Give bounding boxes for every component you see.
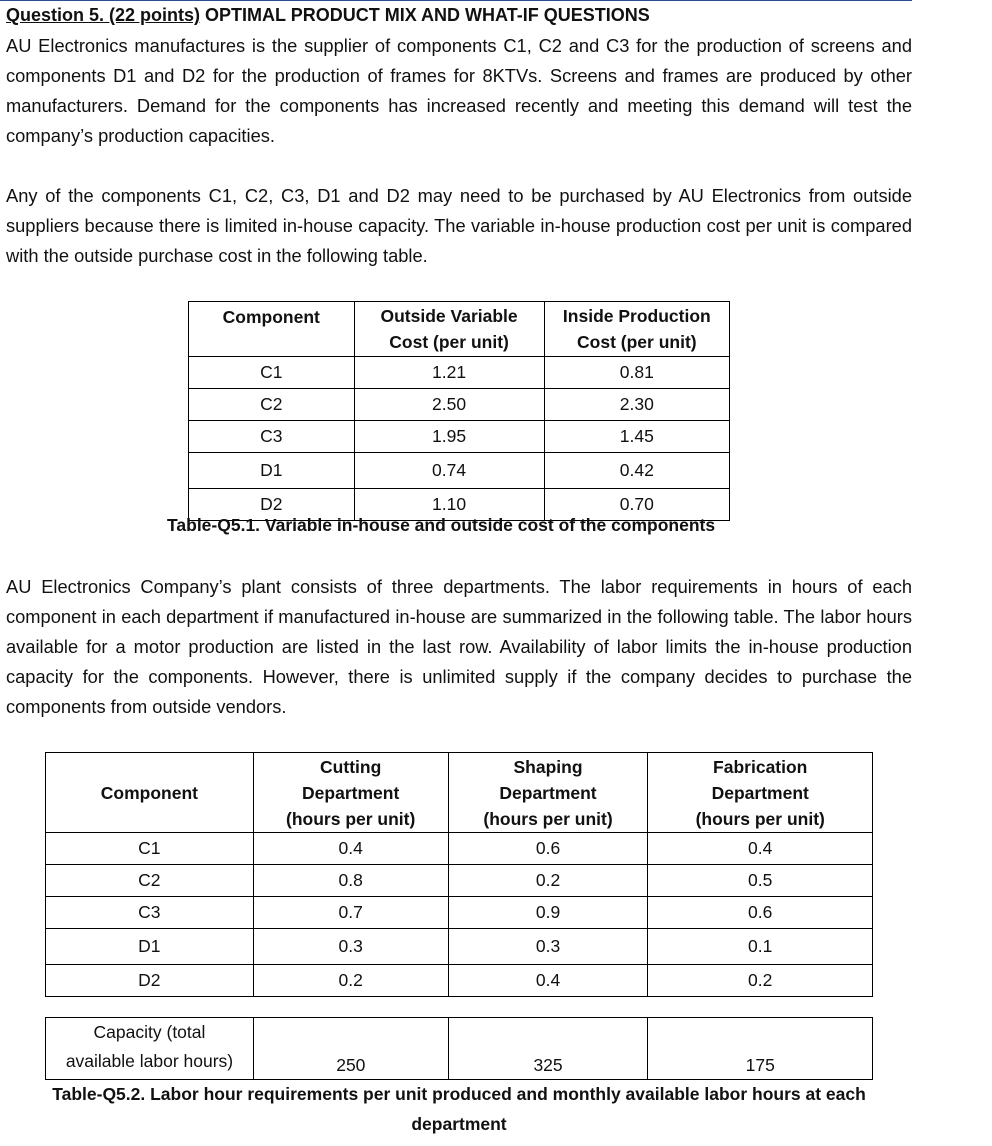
cell-component: C2 — [46, 865, 254, 897]
cell-shaping: 0.3 — [448, 929, 648, 965]
cell-component: C3 — [189, 421, 355, 453]
cost-table — [188, 301, 730, 521]
table-row — [46, 965, 873, 997]
cell-fabrication: 0.2 — [648, 965, 873, 997]
header-fabrication: Fabrication Department (hours per unit) — [648, 753, 873, 833]
cell-outside-cost: 2.50 — [354, 389, 544, 421]
cell-component: C1 — [46, 833, 254, 865]
cell-shaping: 0.4 — [448, 965, 648, 997]
table-row — [46, 929, 873, 965]
cell-fabrication: 0.1 — [648, 929, 873, 965]
outsourcing-paragraph: Any of the components C1, C2, C3, D1 and D2 may need to be purchased by AU Electronics from outside suppliers because there is limited in-house capacity. The variable in-house production cost per unit is compared with the outside purchase cost in the following table. — [6, 185, 912, 266]
cell-shaping: 0.6 — [448, 833, 648, 865]
cell-fabrication: 0.6 — [648, 897, 873, 929]
cell-fabrication: 0.5 — [648, 865, 873, 897]
cell-outside-cost: 0.74 — [354, 453, 544, 489]
cell-component: D2 — [46, 965, 254, 997]
capacity-label: Capacity (total available labor hours) — [46, 1018, 254, 1080]
cell-inside-cost: 2.30 — [544, 389, 729, 421]
cell-inside-cost: 0.70 — [544, 489, 729, 521]
capacity-table — [45, 1017, 873, 1080]
header-shaping: Shaping Department (hours per unit) — [448, 753, 648, 833]
cost-table-header — [189, 302, 730, 357]
table-row — [46, 833, 873, 865]
cell-cutting: 0.4 — [253, 833, 448, 865]
cell-component: D2 — [189, 489, 355, 521]
question-heading — [6, 5, 650, 26]
cell-component: C1 — [189, 357, 355, 389]
cell-component: C3 — [46, 897, 254, 929]
departments-paragraph: AU Electronics Company’s plant consists of three departments. The labor requirements in hours of each component in each department if manufactured in-house are summarized in the following table. The labor hours available for a motor production are listed in the last row. Availability of labor limits the in-house production capacity for the components. However, there is unlimited supply if the company decides to purchase the components from outside vendors. — [6, 576, 912, 717]
cell-fabrication: 0.4 — [648, 833, 873, 865]
cell-cutting: 0.7 — [253, 897, 448, 929]
cell-cutting: 0.8 — [253, 865, 448, 897]
top-rule — [0, 0, 912, 1]
header-cutting: Cutting Department (hours per unit) — [253, 753, 448, 833]
cell-component: D1 — [46, 929, 254, 965]
cell-inside-cost: 0.81 — [544, 357, 729, 389]
header-component: Component — [46, 753, 254, 833]
capacity-shaping: 325 — [448, 1018, 648, 1080]
cell-inside-cost: 0.42 — [544, 453, 729, 489]
question-title: OPTIMAL PRODUCT MIX AND WHAT-IF QUESTIONS — [205, 5, 650, 25]
header-component: Component — [189, 302, 355, 357]
labor-table-caption: Table-Q5.2. Labor hour requirements per unit produced and monthly available labor hours at each department — [52, 1084, 866, 1134]
table-row — [46, 897, 873, 929]
header-outside-cost: Outside Variable Cost (per unit) — [354, 302, 544, 357]
table-row — [189, 357, 730, 389]
labor-table — [45, 752, 873, 997]
question-number: Question 5. (22 points) — [6, 5, 201, 25]
cell-outside-cost: 1.21 — [354, 357, 544, 389]
capacity-fabrication: 175 — [648, 1018, 873, 1080]
table-row — [189, 453, 730, 489]
cell-cutting: 0.3 — [253, 929, 448, 965]
cell-component: C2 — [189, 389, 355, 421]
cell-outside-cost: 1.95 — [354, 421, 544, 453]
cell-shaping: 0.2 — [448, 865, 648, 897]
cell-cutting: 0.2 — [253, 965, 448, 997]
capacity-cutting: 250 — [253, 1018, 448, 1080]
labor-table-header — [46, 753, 873, 833]
capacity-row — [46, 1018, 873, 1080]
intro-paragraph: AU Electronics manufactures is the supplier of components C1, C2 and C3 for the production of screens and components D1 and D2 for the production of frames for 8KTVs. Screens and frames are produced by other manufacturers. Demand for the components has increased recently and meeting this demand will test the company’s production capacities. — [6, 35, 912, 146]
cell-shaping: 0.9 — [448, 897, 648, 929]
table-row — [189, 389, 730, 421]
cell-inside-cost: 1.45 — [544, 421, 729, 453]
table-row — [46, 865, 873, 897]
cell-outside-cost: 1.10 — [354, 489, 544, 521]
table-row — [189, 421, 730, 453]
cost-table-caption: Table-Q5.1. Variable in-house and outside cost of the components — [167, 515, 716, 535]
cell-component: D1 — [189, 453, 355, 489]
header-inside-cost: Inside Production Cost (per unit) — [544, 302, 729, 357]
